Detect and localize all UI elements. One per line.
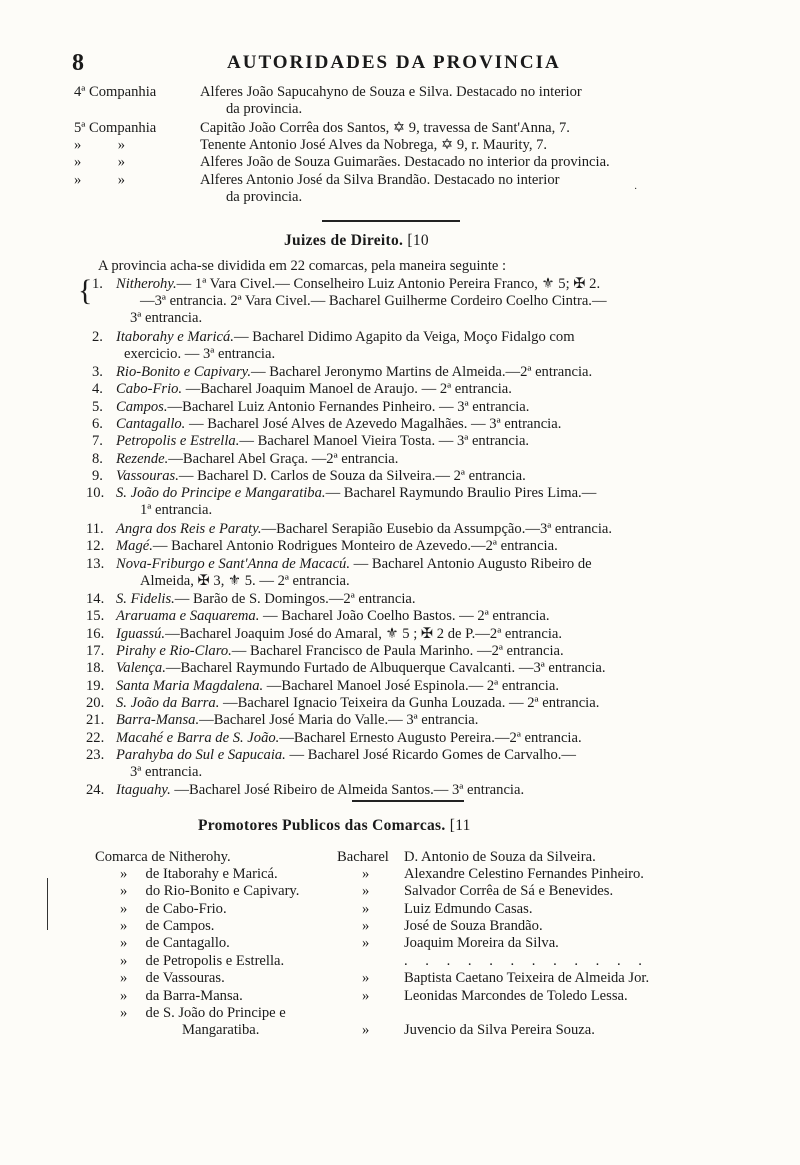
juiz-continuation: 3ª entrancia. xyxy=(130,310,203,326)
juiz-text: —Bacharel Joaquim Manoel de Araujo. — 2ª entrancia. xyxy=(182,381,512,397)
juiz-entry xyxy=(116,678,559,695)
comarca-cell: » do Rio-Bonito e Capivary. xyxy=(120,883,300,899)
comarca-cell: Comarca de Nitherohy. xyxy=(95,849,231,865)
comarca-cell: Mangaratiba. xyxy=(182,1022,260,1038)
juiz-text: — Bacharel Francisco de Paula Marinho. —2ª entrancia. xyxy=(231,643,564,659)
comarca-cell: » de S. João do Principe e xyxy=(120,1005,286,1021)
juiz-entry xyxy=(116,521,612,538)
promotores-ref: [11 xyxy=(449,817,471,834)
entry-number: 22. xyxy=(86,730,105,746)
entry-number: 12. xyxy=(86,538,105,554)
comarca-cell: » de Campos. xyxy=(120,918,215,934)
juizes-title xyxy=(284,232,429,250)
entry-number: 18. xyxy=(86,660,105,676)
comarca-name: Parahyba do Sul e Sapucaia. xyxy=(116,747,286,763)
section-divider xyxy=(322,220,460,222)
juiz-text: —Bacharel Serapião Eusebio da Assumpção.—3ª entrancia. xyxy=(261,521,613,537)
entry-number: 5. xyxy=(92,399,103,415)
margin-mark xyxy=(47,878,48,930)
comarca-name: S. João do Principe e Mangaratiba. xyxy=(116,485,326,501)
title-cell: » xyxy=(362,1022,370,1038)
promotor-name: Baptista Caetano Teixeira de Almeida Jor. xyxy=(404,970,650,986)
title-cell: » xyxy=(362,901,370,917)
juiz-text: — Bacharel José Alves de Azevedo Magalhães. — 3ª entrancia. xyxy=(185,416,562,432)
comarca-cell: » de Itaborahy e Maricá. xyxy=(120,866,278,882)
comarca-name: Petropolis e Estrella. xyxy=(116,433,240,449)
entry-number: 6. xyxy=(92,416,103,432)
entry-number: 24. xyxy=(86,782,105,798)
comarca-name: Itaborahy e Maricá. xyxy=(116,329,234,345)
juiz-entry xyxy=(116,364,592,381)
title-cell: » xyxy=(362,988,370,1004)
juiz-entry xyxy=(116,608,550,625)
entry-number: 8. xyxy=(92,451,103,467)
juiz-entry xyxy=(116,381,512,398)
promotor-name: Juvencio da Silva Pereira Souza. xyxy=(404,1022,595,1038)
comarca-name: Vassouras. xyxy=(116,468,179,484)
promotor-name: Joaquim Moreira da Silva. xyxy=(404,935,559,951)
juiz-entry xyxy=(116,416,561,433)
comarca-name: Barra-Mansa. xyxy=(116,712,200,728)
entry-number: 13. xyxy=(86,556,105,572)
entry-number: 19. xyxy=(86,678,105,694)
companhia-label: 5ª Companhia xyxy=(74,120,157,136)
juiz-entry xyxy=(116,468,526,485)
juizes-intro: A provincia acha-se dividida em 22 comarcas, pela maneira seguinte : xyxy=(98,258,507,274)
entry-number: 21. xyxy=(86,712,105,728)
juiz-entry xyxy=(116,626,562,643)
entry-number: 1. xyxy=(92,276,103,292)
juiz-text: —Bacharel Abel Graça. —2ª entrancia. xyxy=(168,451,399,467)
promotor-name: José de Souza Brandão. xyxy=(404,918,543,934)
juiz-entry xyxy=(116,485,596,502)
juiz-entry xyxy=(116,276,600,293)
juiz-text: — Bacharel Antonio Augusto Ribeiro de xyxy=(350,556,592,572)
juiz-text: —Bacharel José Maria do Valle.— 3ª entrancia. xyxy=(199,712,479,728)
entry-number: 9. xyxy=(92,468,103,484)
promotor-name: D. Antonio de Souza da Silveira. xyxy=(404,849,596,865)
promotores-title xyxy=(198,817,471,835)
companhia-text: da provincia. xyxy=(226,101,303,117)
entry-number: 14. xyxy=(86,591,105,607)
juiz-entry xyxy=(116,782,524,799)
title-cell: Bacharel xyxy=(337,849,389,865)
comarca-name: Macahé e Barra de S. João. xyxy=(116,730,280,746)
promotor-name: Salvador Corrêa de Sá e Benevides. xyxy=(404,883,614,899)
juiz-entry xyxy=(116,329,575,346)
juiz-text: —Bacharel Ernesto Augusto Pereira.—2ª entrancia. xyxy=(279,730,582,746)
entry-number: 17. xyxy=(86,643,105,659)
juiz-entry xyxy=(116,556,592,573)
title-cell: » xyxy=(362,883,370,899)
juiz-entry xyxy=(116,538,558,555)
juiz-entry xyxy=(116,451,398,468)
promotor-name: Alexandre Celestino Fernandes Pinheiro. xyxy=(404,866,644,882)
juiz-text: —Bacharel Joaquim José do Amaral, ⚜ 5 ; ✠ 2 de P.—2ª entrancia. xyxy=(165,626,562,642)
juiz-continuation: 3ª entrancia. xyxy=(130,764,203,780)
title-cell: » xyxy=(362,866,370,882)
entry-number: 11. xyxy=(86,521,104,537)
entry-number: 10. xyxy=(86,485,105,501)
juizes-ref: [10 xyxy=(407,232,429,249)
juiz-continuation: —3ª entrancia. 2ª Vara Civel.— Bacharel Guilherme Cordeiro Coelho Cintra.— xyxy=(140,293,607,309)
comarca-name: Santa Maria Magdalena. xyxy=(116,678,264,694)
comarca-name: Pirahy e Rio-Claro. xyxy=(116,643,232,659)
companhia-text: Alferes Antonio José da Silva Brandão. Destacado no interior xyxy=(200,172,560,188)
juiz-entry xyxy=(116,695,599,712)
juiz-entry xyxy=(116,730,582,747)
juiz-text: — Bacharel Jeronymo Martins de Almeida.—2ª entrancia. xyxy=(250,364,593,380)
juiz-text: — 1ª Vara Civel.— Conselheiro Luiz Antonio Pereira Franco, ⚜ 5; ✠ 2. xyxy=(176,276,601,292)
juiz-text: — Bacharel Manoel Vieira Tosta. — 3ª entrancia. xyxy=(239,433,530,449)
entry-number: 15. xyxy=(86,608,105,624)
juiz-text: —Bacharel Ignacio Teixeira da Gunha Louzada. — 2ª entrancia. xyxy=(219,695,600,711)
companhia-text: Alferes João Sapucahyno de Souza e Silva. Destacado no interior xyxy=(200,84,582,100)
comarca-name: Campos. xyxy=(116,399,168,415)
juiz-text: — Bacharel D. Carlos de Souza da Silveira.— 2ª entrancia. xyxy=(178,468,526,484)
juiz-text: — Bacharel Antonio Rodrigues Monteiro de Azevedo.—2ª entrancia. xyxy=(152,538,558,554)
promotor-name: Leonidas Marcondes de Toledo Lessa. xyxy=(404,988,628,1004)
juiz-entry xyxy=(116,747,576,764)
juiz-entry xyxy=(116,643,564,660)
entry-number: 16. xyxy=(86,626,105,642)
entry-number: 23. xyxy=(86,747,105,763)
comarca-cell: » da Barra-Mansa. xyxy=(120,988,243,1004)
entry-number: 7. xyxy=(92,433,103,449)
comarca-name: Rio-Bonito e Capivary. xyxy=(116,364,251,380)
speck-mark: · xyxy=(634,184,638,195)
promotor-name: . . . . . . . . . . . . xyxy=(404,953,649,969)
comarca-name: Cantagallo. xyxy=(116,416,186,432)
juiz-text: —Bacharel José Ribeiro de Almeida Santos.— 3ª entrancia. xyxy=(170,782,525,798)
promotor-name: Luiz Edmundo Casas. xyxy=(404,901,533,917)
juiz-text: — Bacharel João Coelho Bastos. — 2ª entrancia. xyxy=(259,608,550,624)
title-cell: » xyxy=(362,970,370,986)
comarca-cell: » de Petropolis e Estrella. xyxy=(120,953,285,969)
comarca-cell: » de Cabo-Frio. xyxy=(120,901,227,917)
juiz-continuation: exercicio. — 3ª entrancia. xyxy=(124,346,276,362)
comarca-name: S. João da Barra. xyxy=(116,695,220,711)
comarca-name: Valença. xyxy=(116,660,166,676)
companhia-text: da provincia. xyxy=(226,189,303,205)
comarca-name: Nitherohy. xyxy=(116,276,177,292)
juiz-entry xyxy=(116,591,416,608)
page-number: 8 xyxy=(72,50,84,76)
comarca-name: Magé. xyxy=(116,538,153,554)
section-divider xyxy=(352,800,464,802)
title-cell: » xyxy=(362,918,370,934)
juiz-entry xyxy=(116,660,606,677)
comarca-cell: » de Cantagallo. xyxy=(120,935,230,951)
juiz-entry xyxy=(116,433,529,450)
brace-mark: { xyxy=(78,274,93,307)
comarca-cell: » de Vassouras. xyxy=(120,970,225,986)
juizes-title-text: Juizes de Direito. xyxy=(284,232,404,249)
comarca-name: S. Fidelis. xyxy=(116,591,175,607)
companhia-text: Capitão João Corrêa dos Santos, ✡ 9, travessa de Sant'Anna, 7. xyxy=(200,120,570,136)
companhia-label: 4ª Companhia xyxy=(74,84,157,100)
juiz-text: — Bacharel José Ricardo Gomes de Carvalho.— xyxy=(285,747,577,763)
promotores-title-text: Promotores Publicos das Comarcas. xyxy=(198,817,446,834)
juiz-text: —Bacharel Raymundo Furtado de Albuquerque Cavalcanti. —3ª entrancia. xyxy=(165,660,606,676)
page-header xyxy=(72,50,712,76)
companhia-label: » » xyxy=(74,154,126,170)
comarca-name: Itaguahy. xyxy=(116,782,171,798)
comarca-name: Iguassú. xyxy=(116,626,166,642)
juiz-text: — Bacharel Raymundo Braulio Pires Lima.— xyxy=(325,485,597,501)
companhia-text: Tenente Antonio José Alves da Nobrega, ✡ 9, r. Maurity, 7. xyxy=(200,137,548,153)
juiz-text: —Bacharel Manoel José Espinola.— 2ª entrancia. xyxy=(263,678,559,694)
comarca-name: Araruama e Saquarema. xyxy=(116,608,260,624)
juiz-text: — Barão de S. Domingos.—2ª entrancia. xyxy=(174,591,416,607)
comarca-name: Rezende. xyxy=(116,451,169,467)
title-cell: » xyxy=(362,935,370,951)
juiz-text: —Bacharel Luiz Antonio Fernandes Pinheiro. — 3ª entrancia. xyxy=(167,399,530,415)
entry-number: 3. xyxy=(92,364,103,380)
juiz-entry xyxy=(116,399,529,416)
juiz-continuation: 1ª entrancia. xyxy=(140,502,213,518)
juiz-text: — Bacharel Didimo Agapito da Veiga, Moço Fidalgo com xyxy=(233,329,575,345)
juiz-entry xyxy=(116,712,478,729)
entry-number: 20. xyxy=(86,695,105,711)
comarca-name: Cabo-Frio. xyxy=(116,381,183,397)
entry-number: 2. xyxy=(92,329,103,345)
comarca-name: Angra dos Reis e Paraty. xyxy=(116,521,262,537)
companhia-label: » » xyxy=(74,137,126,153)
running-title: AUTORIDADES DA PROVINCIA xyxy=(227,52,561,73)
companhia-label: » » xyxy=(74,172,126,188)
entry-number: 4. xyxy=(92,381,103,397)
comarca-name: Nova-Friburgo e Sant'Anna de Macacú. xyxy=(116,556,351,572)
juiz-continuation: Almeida, ✠ 3, ⚜ 5. — 2ª entrancia. xyxy=(140,573,350,589)
companhia-text: Alferes João de Souza Guimarães. Destacado no interior da provincia. xyxy=(200,154,610,170)
